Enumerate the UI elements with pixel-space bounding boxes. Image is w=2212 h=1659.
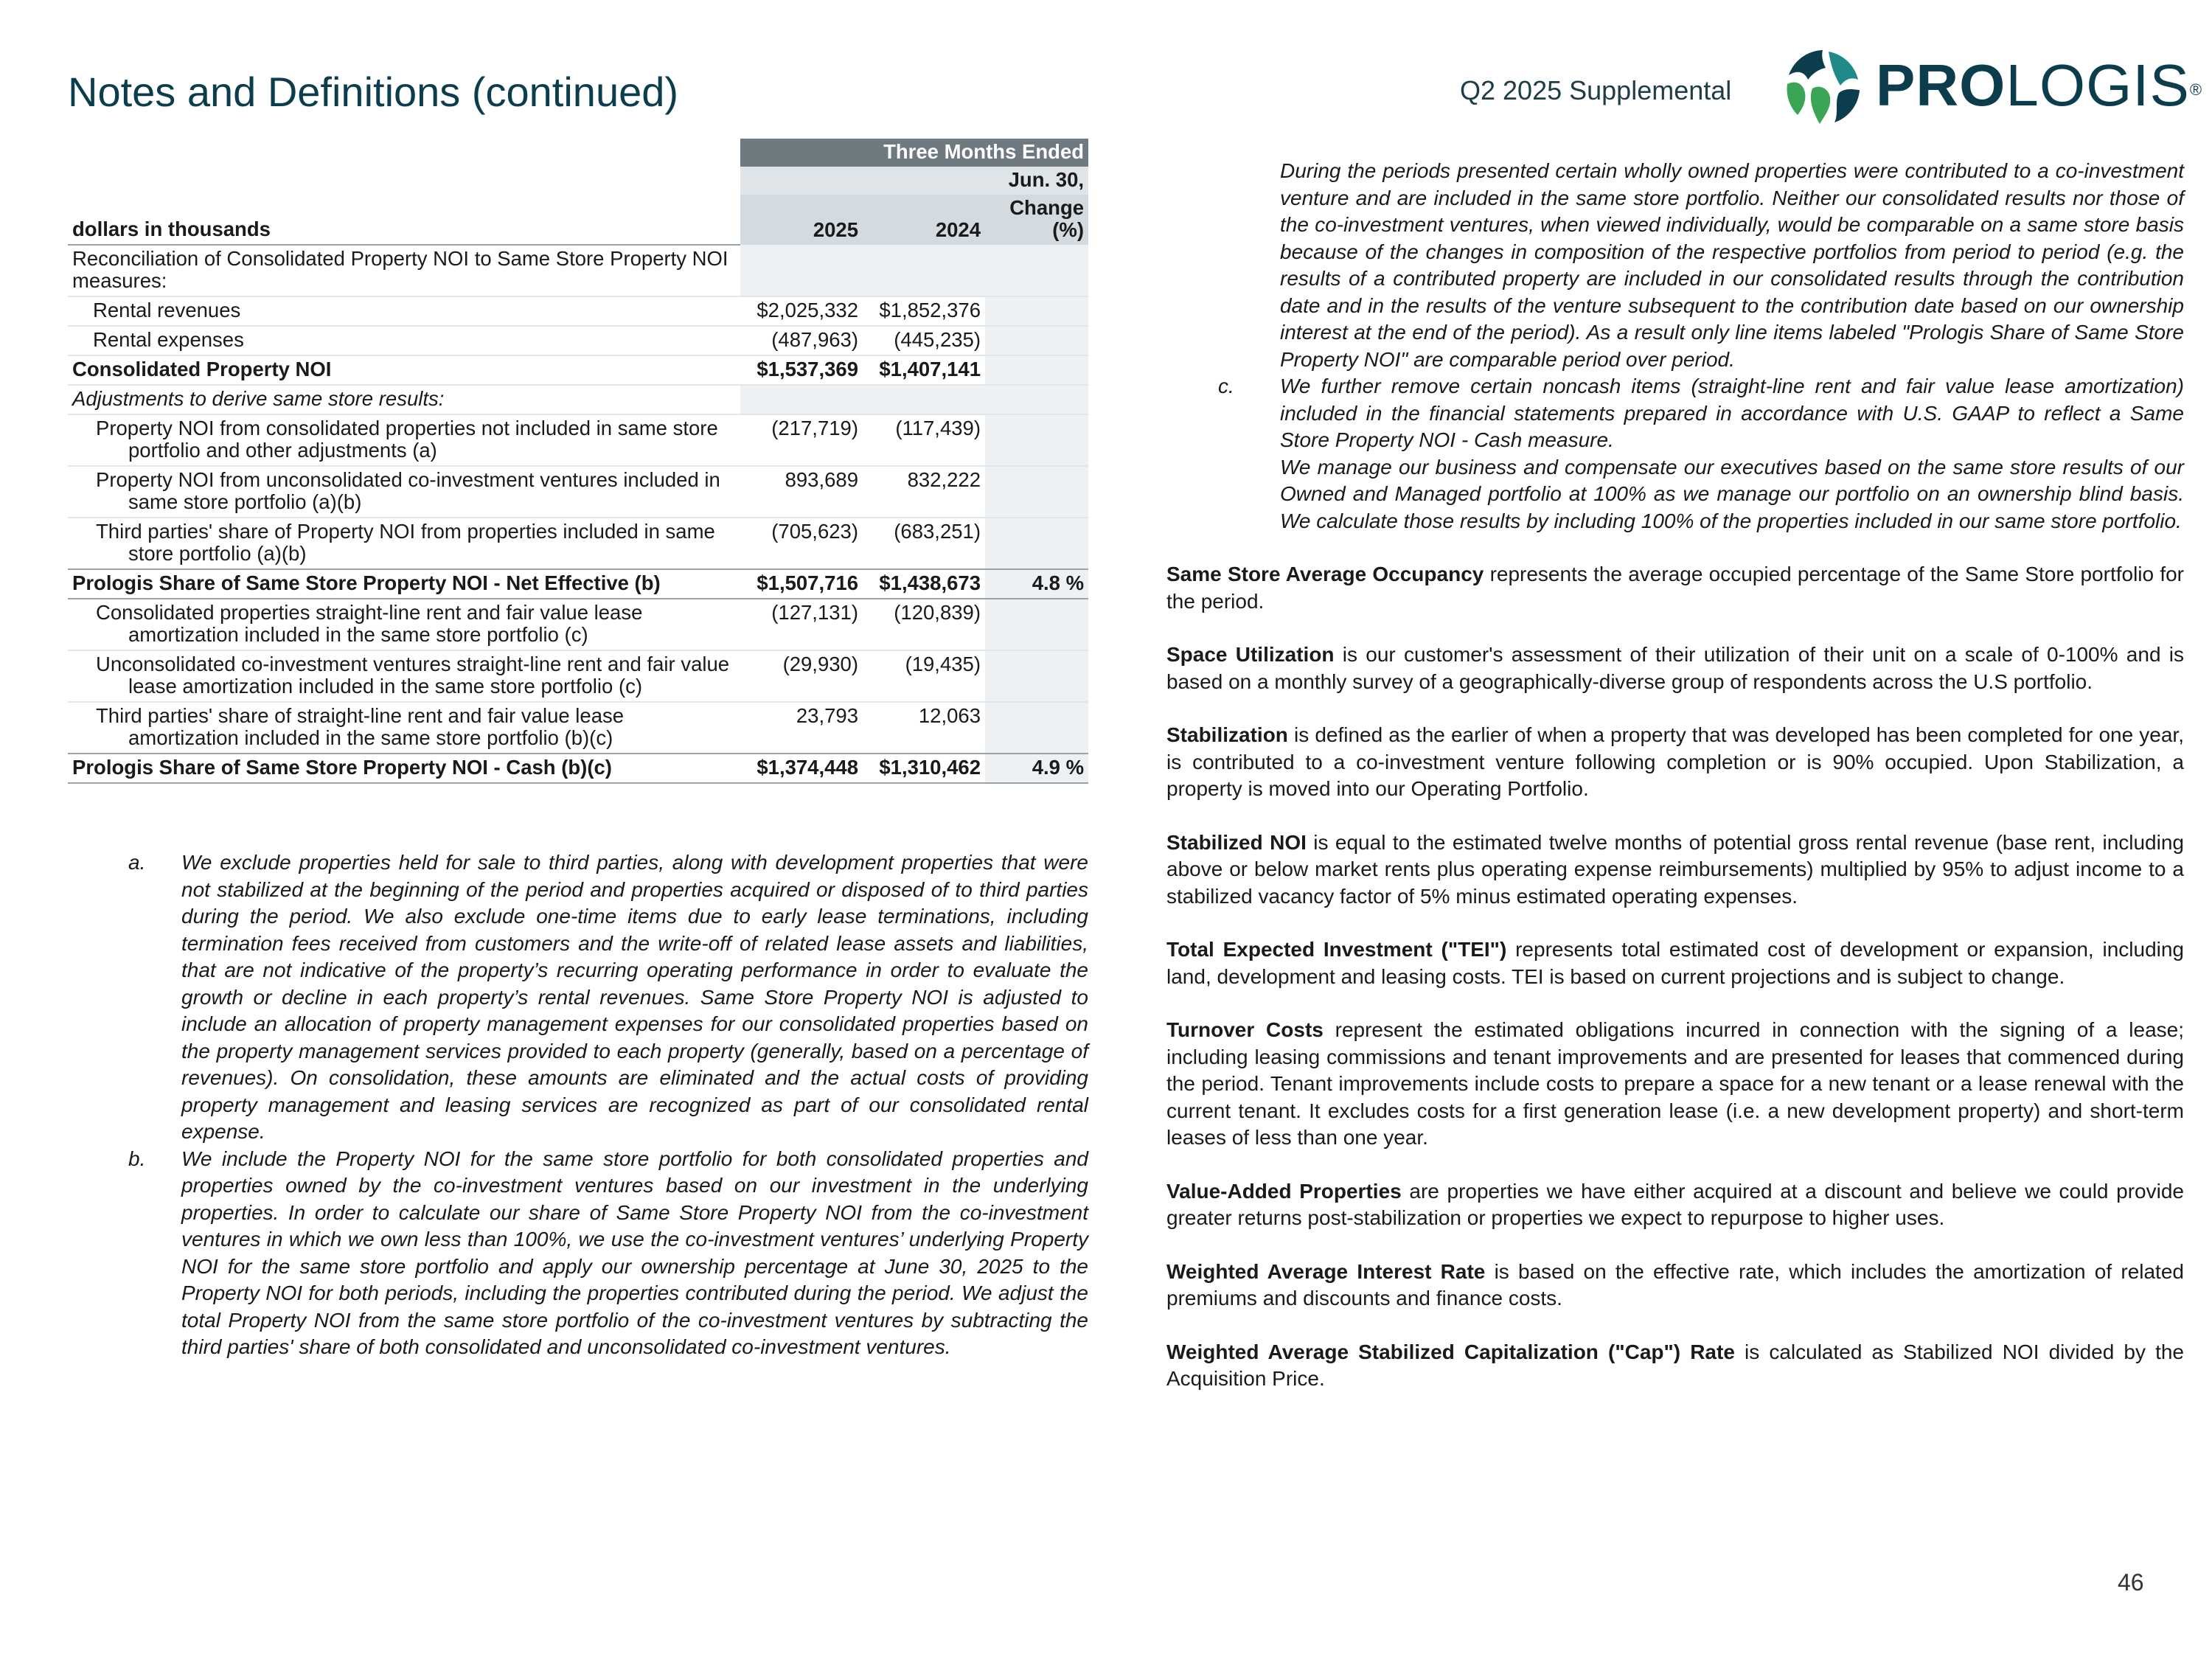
col-header-change: Change (%)	[985, 195, 1088, 245]
footnote-text: We exclude properties held for sale to third parties, along with development properties that were not stabilized at the beginning of the period and properties acquired or disposed of to third parties during the period. We also exclude one-time items due to early lease terminations, including termination fees received from customers and the write-off of related lease assets and liabilities, that are not indicative of the property’s recurring operating performance in order to evaluate the growth or decline in each property’s rental revenues. Same Store Property NOI is adjusted to include an allocation of property management expenses for our consolidated properties based on the property management services provided to each property (generally, based on a percentage of revenues). On consolidation, these amounts are eliminated and the actual costs of providing property management and leasing services are recognized as part of our consolidated rental expense.	[181, 851, 1088, 1143]
table-row: Reconciliation of Consolidated Property NOI to Same Store Property NOI measures:	[68, 245, 1088, 296]
definitions-column	[1166, 158, 2184, 1393]
footnote-text: We further remove certain noncash items (straight-line rent and fair value lease amortization) included in the financial statements prepared in accordance with U.S. GAAP to reflect a Same Store Property NOI - Cash measure.	[1280, 375, 2184, 451]
table-row: Unconsolidated co-investment ventures straight-line rent and fair value lease amortization included in the same store portfolio (c) (29,930) (19,435)	[68, 650, 1088, 702]
footnote-a	[68, 849, 1088, 1146]
table-row-total: Prologis Share of Same Store Property NOI - Cash (b)(c) $1,374,448 $1,310,462 4.9 %	[68, 754, 1088, 783]
units-label: dollars in thousands	[68, 195, 740, 245]
col-header-2025: 2025	[740, 195, 863, 245]
footnote-b	[68, 1146, 1088, 1361]
footnote-letter: a.	[128, 851, 146, 874]
definition-value-added-properties: Value-Added Properties are properties we have either acquired at a discount and believe we could provide greater returns post-stabilization or properties we expect to repurpose to higher uses.	[1166, 1179, 2184, 1229]
table-row: Rental expenses (487,963) (445,235)	[68, 326, 1088, 355]
footnote-letter: b.	[128, 1147, 146, 1170]
period-date-header: Jun. 30,	[740, 167, 1088, 195]
prologis-logo	[1783, 47, 2203, 127]
footnote-c-continued: We manage our business and compensate our executives based on the same store results of our Owned and Managed portfolio at 100% as we manage our portfolio on an ownership blind basis. We calculate those results by including 100% of the properties included in our same store portfolio.	[1280, 455, 2184, 532]
table-row: Consolidated properties straight-line rent and fair value lease amortization included in the same store portfolio (c) (127,131) (120,839)	[68, 599, 1088, 650]
same-store-noi-table	[68, 139, 1088, 784]
table-row-total: Prologis Share of Same Store Property NOI - Net Effective (b) $1,507,716 $1,438,673 4.8 %	[68, 569, 1088, 599]
definition-stabilization: Stabilization is defined as the earlier of when a property that was developed has been completed for one year, is contributed to a co-investment venture following completion or is 90% occupied. Upon Stabilization, a property is moved into our Operating Portfolio.	[1166, 723, 2184, 800]
definition-tei: Total Expected Investment ("TEI") represents total estimated cost of development or expansion, including land, development and leasing costs. TEI is based on current projections and is subject to change.	[1166, 938, 2185, 988]
col-header-2024: 2024	[863, 195, 985, 245]
period-band-header: Three Months Ended	[740, 139, 1088, 167]
supplemental-label: Q2 2025 Supplemental	[1460, 75, 1732, 105]
footnotes-left	[68, 849, 1088, 1361]
definition-cap-rate: Weighted Average Stabilized Capitalization ("Cap") Rate is calculated as Stabilized NOI divided by the Acquisition Price.	[1166, 1340, 2184, 1390]
table-row: Consolidated Property NOI $1,537,369 $1,407,141	[68, 355, 1088, 385]
footnote-text: We include the Property NOI for the same store portfolio for both consolidated properties and properties owned by the co-investment ventures based on our investment in the underlying properties. In order to calculate our share of Same Store Property NOI from the co-investment ventures in which we own less than 100%, we use the co-investment ventures’ underlying Property NOI for the same store portfolio and apply our ownership percentage at June 30, 2025 to the Property NOI for both periods, including the properties contributed during the period. We adjust the total Property NOI from the same store portfolio of the co-investment ventures by subtracting the third parties' share of both consolidated and unconsolidated co-investment ventures.	[181, 1147, 1088, 1358]
table-row: Adjustments to derive same store results:	[68, 385, 1088, 414]
footnote-c	[1166, 373, 2184, 454]
definition-stabilized-noi: Stabilized NOI is equal to the estimated twelve months of potential gross rental revenue (base rent, including above or below market rents plus operating expense reimbursements) multiplied by 95% to adjust income to a stabilized vacancy factor of 5% minus estimated operating expenses.	[1166, 830, 2184, 908]
footnote-letter: c.	[1218, 375, 1234, 397]
table-row: Third parties' share of Property NOI from properties included in same store portfolio (a)(b) (705,623) (683,251)	[68, 518, 1088, 569]
table-row: Third parties' share of straight-line rent and fair value lease amortization included in the same store portfolio (b)(c) 23,793 12,063	[68, 702, 1088, 754]
globe-icon	[1783, 47, 1863, 127]
page-number: 46	[2118, 1569, 2144, 1596]
page-title: Notes and Definitions (continued)	[68, 69, 679, 115]
table-row: Rental revenues $2,025,332 $1,852,376	[68, 296, 1088, 326]
definition-weighted-avg-interest-rate: Weighted Average Interest Rate is based on the effective rate, which includes the amortization of related premiums and discounts and finance costs.	[1166, 1259, 2184, 1310]
table-row: Property NOI from consolidated properties not included in same store portfolio and other adjustments (a) (217,719) (117,439)	[68, 414, 1088, 466]
definition-same-store-occupancy: Same Store Average Occupancy represents the average occupied percentage of the Same Store portfolio for the period.	[1166, 563, 2185, 613]
footnote-b-continued: During the periods presented certain wholly owned properties were contributed to a co-investment venture and are included in the same store portfolio. Neither our consolidated results nor those of the co-investment ventures, when viewed individually, would be comparable on a same store basis because of the changes in composition of the respective portfolios from period to period (e.g. the results of a contributed property are included in our consolidated results through the contribution date and in the results of the venture subsequent to the contribution date based on our ownership interest at the end of the period). As a result only line items labeled "Prologis Share of Same Store Property NOI" are comparable period over period.	[1280, 159, 2184, 371]
definition-turnover-costs: Turnover Costs represent the estimated obligations incurred in connection with the signing of a lease; including leasing commissions and tenant improvements and are presented for leases that commenced during the period. Tenant improvements include costs to prepare a space for a new tenant or a lease renewal with the current tenant. It excludes costs for a first generation lease (i.e. a new development property) and short-term leases of less than one year.	[1166, 1018, 2184, 1149]
logo-wordmark: PROLOGIS®	[1876, 52, 2203, 118]
table-row: Property NOI from unconsolidated co-investment ventures included in same store portfolio (a)(b) 893,689 832,222	[68, 466, 1088, 518]
definition-space-utilization: Space Utilization is our customer's assessment of their utilization of their unit on a scale of 0-100% and is based on a monthly survey of a geographically-diverse group of respondents across the U.S portfolio.	[1166, 643, 2184, 693]
